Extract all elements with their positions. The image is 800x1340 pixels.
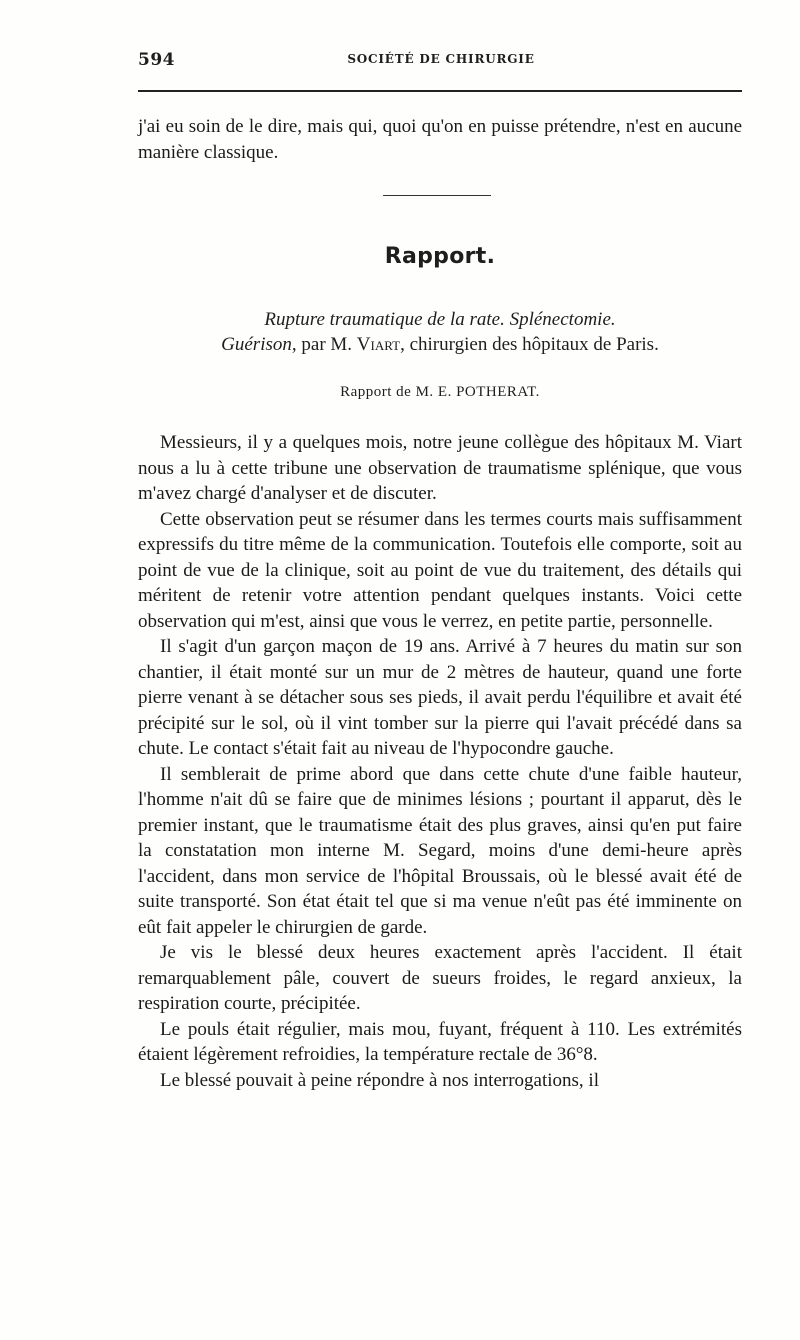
report-by: , par M.	[291, 334, 357, 355]
report-outcome: Guérison	[221, 334, 292, 355]
section-divider	[383, 195, 491, 196]
header-rule	[138, 90, 742, 92]
paragraph: Il semblerait de prime abord que dans cette chute d'une faible hauteur, l'homme n'ait dû se faire que de minimes lésions ; pourtant il apparut, dès le premier instant, que le traumatisme était des plus graves, ainsi qu'en put faire la constatation mon interne M. Segard, moins d'une demi-heure après l'accident, dans mon service de l'hôpital Broussais, où le blessé avait été de suite transporté. Son état était tel que si ma venue n'eût pas été imminente on eût fait appeler le chirurgien de garde.	[138, 763, 742, 938]
report-subtitle	[138, 307, 742, 357]
running-head	[138, 50, 744, 72]
paragraph: Cette observation peut se résumer dans les termes courts mais suffisamment expressifs du titre même de la communication. Toutefois elle comporte, soit au point de vue de la clinique, soit au point de vue du traitement, des détails qui méritent de retenir votre attention pendant quelques instants. Voici cette observation qui m'est, ainsi que vous le verrez, en petite partie, personnelle.	[138, 508, 742, 632]
report-byline: Rapport de M. E. POTHERAT.	[340, 384, 540, 400]
section-heading: Rapport.	[384, 244, 496, 269]
report-title: Rupture traumatique de la rate. Splénectomie.	[264, 309, 616, 330]
report-author: Viart	[356, 334, 401, 355]
journal-title: SOCIÉTÉ DE CHIRURGIE	[347, 52, 535, 66]
continuation-text: j'ai eu soin de le dire, mais qui, quoi qu'on en puisse prétendre, n'est en aucune manière classique.	[138, 116, 742, 163]
paragraph: Messieurs, il y a quelques mois, notre jeune collègue des hôpitaux M. Viart nous a lu à cette tribune une observation de traumatisme splénique, que vous m'avez chargé d'analyser et de discuter.	[138, 432, 742, 504]
report-affiliation: , chirurgien des hôpitaux de Paris.	[400, 334, 659, 355]
paragraph: Le blessé pouvait à peine répondre à nos interrogations, il	[160, 1069, 599, 1091]
paragraph: Le pouls était régulier, mais mou, fuyant, fréquent à 110. Les extrémités étaient légèrement refroidies, la température rectale de 36°8.	[138, 1018, 742, 1065]
continuation-paragraph	[138, 114, 742, 165]
paragraph: Je vis le blessé deux heures exactement après l'accident. Il était remarquablement pâle, couvert de sueurs froides, le regard anxieux, la respiration courte, précipitée.	[138, 942, 742, 1014]
paragraph: Il s'agit d'un garçon maçon de 19 ans. Arrivé à 7 heures du matin sur son chantier, il était monté sur un mur de 2 mètres de hauteur, quand une forte pierre venant à se détacher sous ses pieds, il avait perdu l'équilibre et avait été précipité sur le sol, où il vint tomber sur la pierre qui l'avait précédé dans sa chute. Le contact s'était fait au niveau de l'hypocondre gauche.	[138, 636, 742, 759]
page-number: 594	[138, 50, 175, 70]
report-body	[138, 430, 742, 1093]
